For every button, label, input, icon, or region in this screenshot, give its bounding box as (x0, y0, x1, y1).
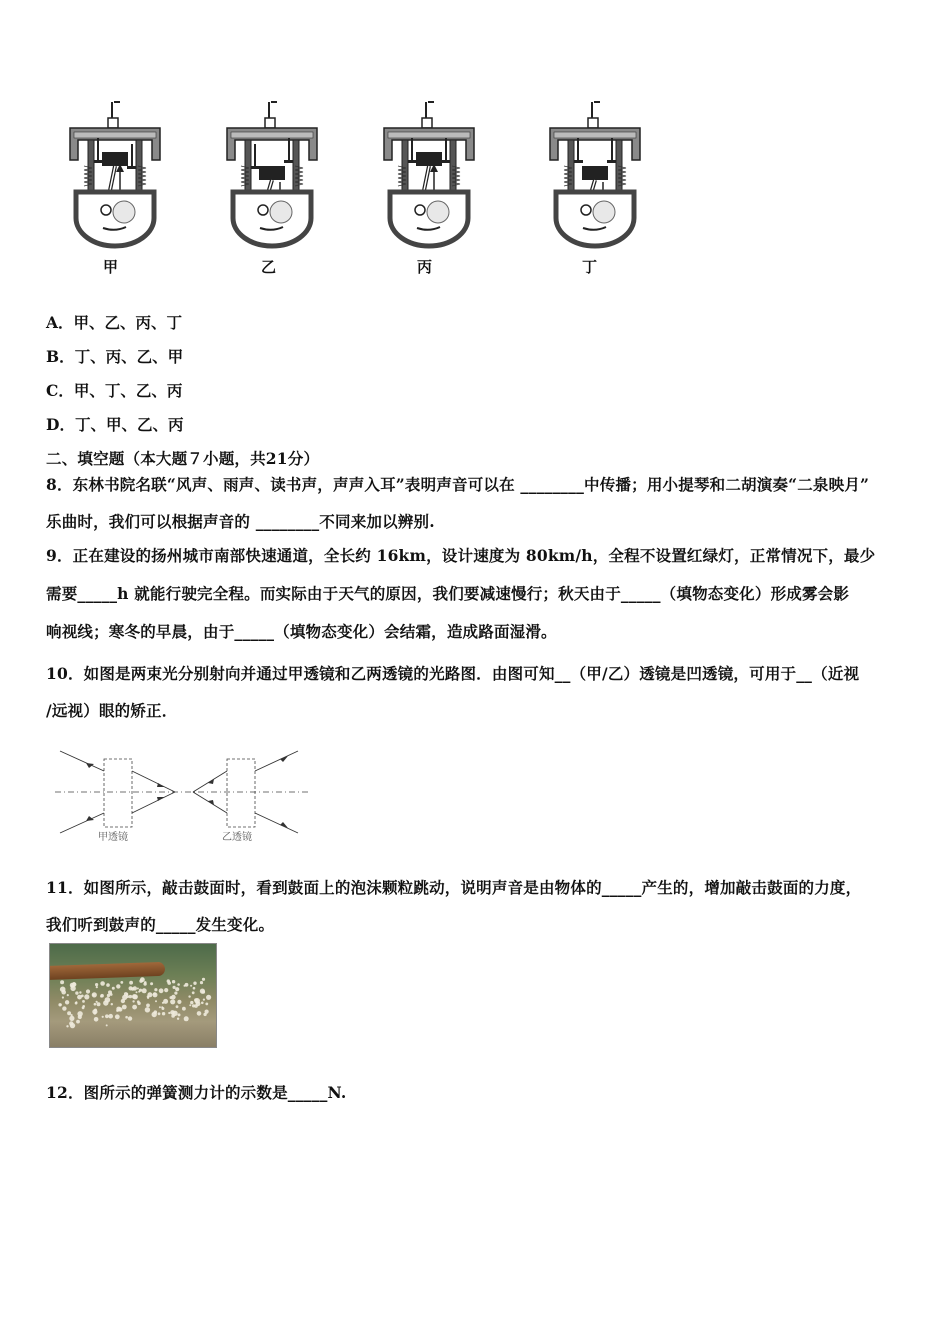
question-11-line-2: 我们听到鼓声的_____发生变化。 (46, 915, 275, 934)
option-c (46, 379, 182, 401)
ray-line (255, 751, 298, 771)
option-key: D． (46, 415, 75, 434)
engine-label: 丙 (417, 258, 433, 276)
option-text: 丁、甲、乙、丙 (74, 415, 184, 434)
option-text: 甲、乙、丙、丁 (73, 313, 183, 332)
engine-diagram (225, 100, 325, 250)
ray-arrow (208, 779, 214, 784)
engine-label: 乙 (261, 258, 277, 276)
engine-diagram (548, 100, 648, 250)
option-key: A． (46, 313, 74, 332)
foam-particles (50, 944, 216, 1047)
question-9-line-2: 需要_____h 就能行驶完全程。而实际由于天气的原因，我们要减速慢行；秋天由于_____（填物态变化）形成雾会影 (46, 584, 850, 603)
ray-arrow (208, 800, 214, 805)
option-key: B． (46, 347, 75, 366)
ray-arrow (280, 756, 288, 762)
option-text: 丁、丙、乙、甲 (74, 347, 184, 366)
question-11-line-1: 11．如图所示，敲击鼓面时，看到鼓面上的泡沫颗粒跳动，说明声音是由物体的_____产生的，增加敲击鼓面的力度， (46, 878, 862, 897)
lens-1-label: 甲透镜 (98, 832, 128, 843)
question-9-line-1: 9．正在建设的扬州城市南部快速通道，全长约 16km，设计速度为 80km/h，全程不设置红绿灯，正常情况下，最少 (46, 546, 876, 565)
ray-arrow (157, 797, 164, 801)
question-10-line-2: /远视）眼的矫正． (46, 701, 178, 720)
option-b (46, 345, 183, 367)
ray-line (255, 813, 298, 833)
ray-line (60, 813, 104, 833)
option-text: 甲、丁、乙、丙 (73, 381, 183, 400)
engine-label: 甲 (103, 258, 119, 276)
lens-2-label: 乙透镜 (222, 832, 252, 843)
option-a (46, 311, 182, 333)
lens-2-box (227, 759, 255, 827)
ray-line (132, 771, 175, 792)
ray-line (132, 792, 175, 813)
question-10-line-1: 10．如图是两束光分别射向并通过甲透镜和乙两透镜的光路图．由图可知__（甲/乙）透镜是凹透镜，可用于__（近视 (46, 664, 860, 683)
section-title: 二、填空题（本大题７小题，共21分） (46, 449, 320, 468)
drum-foam-photo (49, 943, 217, 1048)
option-key: C． (46, 381, 74, 400)
question-8-line-1: 8．东林书院名联“风声、雨声、读书声，声声入耳”表明声音可以在 ________中传播；用小提琴和二胡演奏“二泉映月” (46, 475, 870, 494)
question-12-line-1: 12．图所示的弹簧测力计的示数是_____N. (46, 1083, 347, 1102)
engine-diagram (68, 100, 168, 250)
ray-arrow (280, 822, 288, 828)
ray-line (193, 792, 227, 813)
engine-label: 丁 (582, 258, 598, 276)
engine-diagram (382, 100, 482, 250)
question-8-line-2: 乐曲时，我们可以根据声音的 ________不同来加以辨别. (46, 512, 435, 531)
option-d (46, 413, 183, 435)
ray-arrow (157, 783, 164, 787)
lens-1-box (104, 759, 132, 827)
lens-ray-diagram (50, 745, 315, 845)
ray-line (193, 771, 227, 792)
question-9-line-3: 响视线；寒冬的早晨，由于_____（填物态变化）会结霜，造成路面湿滑。 (46, 622, 557, 641)
ray-line (60, 751, 104, 771)
